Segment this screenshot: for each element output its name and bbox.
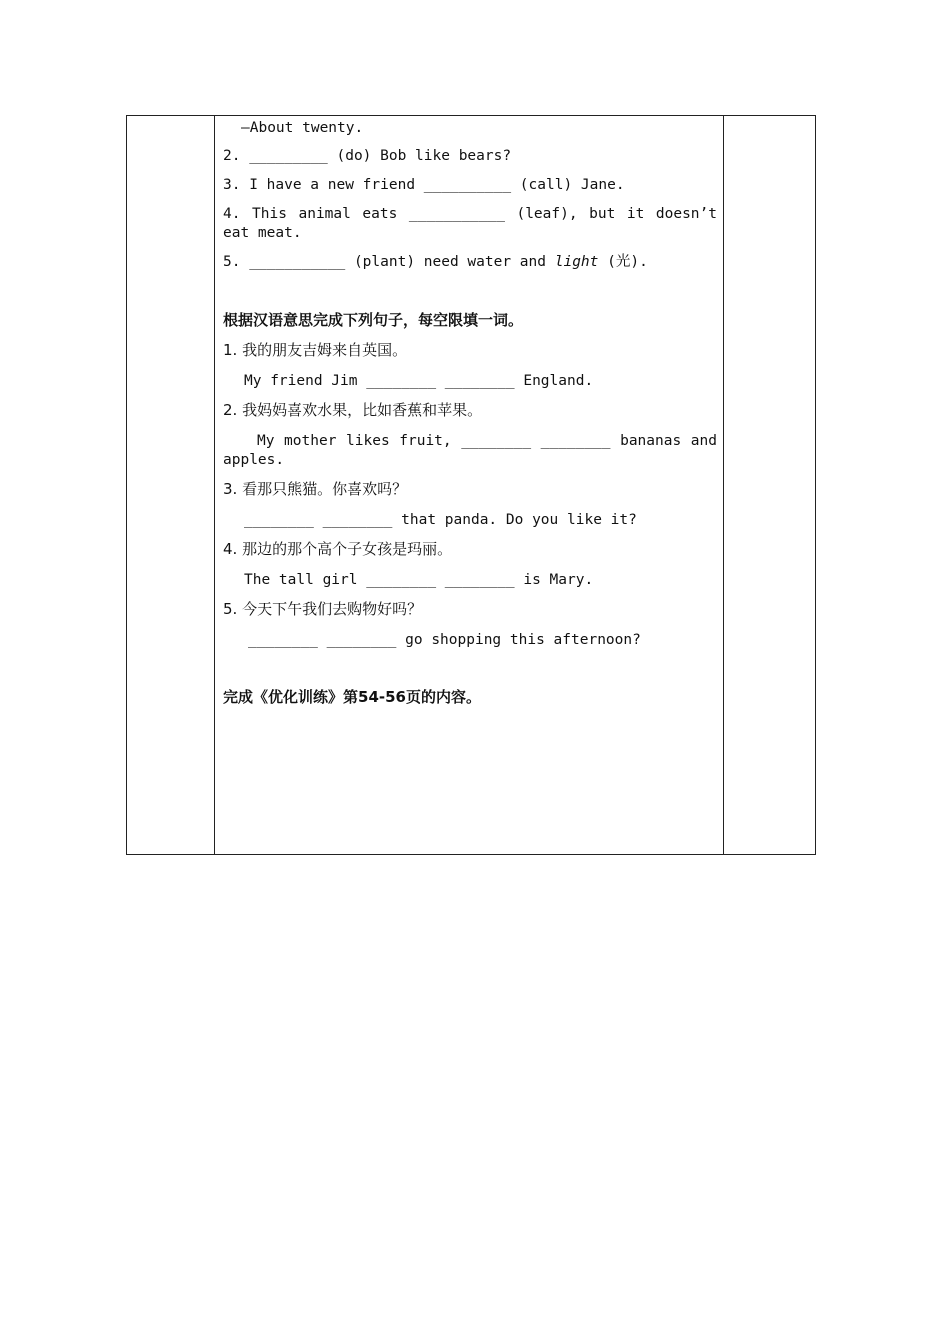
question-5-tail: (光).: [598, 254, 648, 270]
item-3-english: ________ ________ that panda. Do you like it?: [244, 512, 637, 528]
section-heading: 根据汉语意思完成下列句子，每空限填一词。: [223, 311, 524, 329]
question-3: 3. I have a new friend __________ (call) Jane.: [223, 177, 625, 193]
item-4-chinese: 4. 那边的那个高个子女孩是玛丽。: [223, 540, 453, 558]
item-2-chinese: 2. 我妈妈喜欢水果，比如香蕉和苹果。: [223, 401, 483, 419]
item-5-english: ________ ________ go shopping this afternoon?: [248, 632, 641, 648]
item-2-english-line-2: apples.: [223, 452, 285, 468]
content-column: [223, 116, 717, 854]
item-1-english: My friend Jim ________ ________ England.: [244, 373, 594, 389]
item-4-english: The tall girl ________ ________ is Mary.: [244, 572, 594, 588]
answer-line: —About twenty.: [241, 120, 364, 136]
question-2: 2. _________ (do) Bob like bears?: [223, 148, 512, 164]
question-4-line-1: 4. This animal eats ___________ (leaf), but it doesn’t: [223, 206, 717, 222]
question-5: [223, 253, 717, 272]
worksheet-table: [126, 115, 816, 855]
item-1-chinese: 1. 我的朋友吉姆来自英国。: [223, 341, 408, 359]
homework-note: 完成《优化训练》第54-56页的内容。: [223, 688, 481, 706]
item-5-chinese: 5. 今天下午我们去购物好吗？: [223, 600, 423, 618]
item-3-chinese: 3. 看那只熊猫。你喜欢吗？: [223, 480, 408, 498]
left-column: [127, 116, 215, 854]
question-5-text: 5. ___________ (plant) need water and: [223, 254, 555, 270]
question-4-line-2: eat meat.: [223, 225, 302, 241]
item-2-english-line-1: My mother likes fruit, ________ ________ bananas and: [257, 433, 717, 449]
question-5-italic-word: light: [554, 254, 599, 270]
right-column: [723, 116, 815, 854]
